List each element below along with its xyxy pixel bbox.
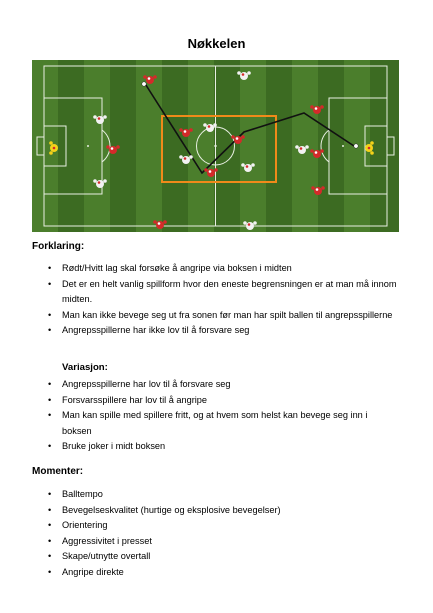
page-title: Nøkkelen bbox=[187, 36, 246, 51]
list-item: • Det er en helt vanlig spillform hvor den eneste begrensningen er at man må innom midten. bbox=[48, 277, 398, 308]
variation-heading: Variasjon: bbox=[62, 362, 108, 373]
ball-icon bbox=[354, 144, 358, 148]
list-item: • Man kan ikke bevege seg ut fra sonen før man har spilt ballen til angrepsspillerne bbox=[48, 308, 398, 324]
left-penalty-spot bbox=[87, 145, 89, 147]
variation-list bbox=[48, 377, 398, 455]
ball-icon bbox=[142, 82, 146, 86]
moments-heading: Momenter: bbox=[32, 466, 84, 477]
center-spot bbox=[214, 145, 216, 147]
list-item: • Forsvarsspillere har lov til å angripe bbox=[48, 393, 398, 409]
explanation-list bbox=[48, 261, 398, 339]
list-item: • Bruke joker i midt boksen bbox=[48, 439, 398, 455]
list-item: • Bevegelseskvalitet (hurtige og eksplosive bevegelser) bbox=[48, 503, 398, 519]
moments-list bbox=[48, 487, 398, 580]
list-item: • Angripe direkte bbox=[48, 565, 398, 581]
explanation-heading: Forklaring: bbox=[32, 241, 85, 252]
list-item: • Angrepsspillerne har lov til å forsvare seg bbox=[48, 377, 398, 393]
list-item: • Balltempo bbox=[48, 487, 398, 503]
list-item: • Orientering bbox=[48, 518, 398, 534]
right-penalty-spot bbox=[342, 145, 344, 147]
list-item: • Aggressivitet i presset bbox=[48, 534, 398, 550]
list-item: • Rødt/Hvitt lag skal forsøke å angripe via boksen i midten bbox=[48, 261, 398, 277]
list-item: • Angrepsspillerne har ikke lov til å forsvare seg bbox=[48, 323, 398, 339]
list-item: • Man kan spille med spillere fritt, og at hvem som helst kan bevege seg inn i boksen bbox=[48, 408, 398, 439]
list-item: • Skape/utnytte overtall bbox=[48, 549, 398, 565]
football-pitch-diagram bbox=[32, 60, 399, 232]
